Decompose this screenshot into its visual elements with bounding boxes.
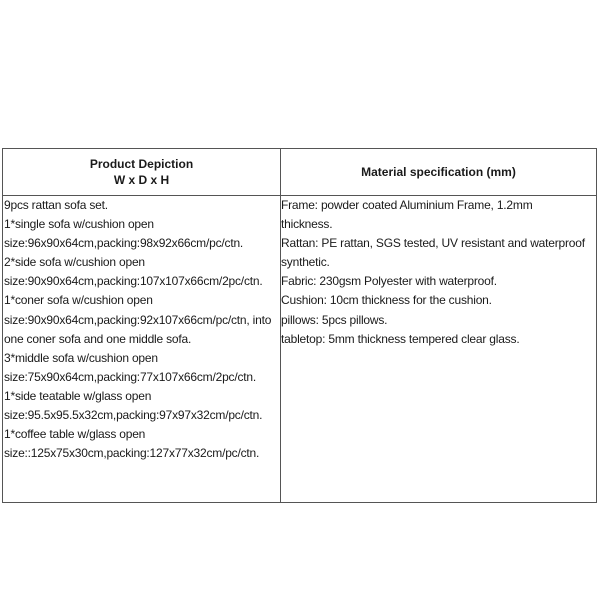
product-line: 9pcs rattan sofa set. [4,198,108,212]
product-line: 1*coffee table w/glass open [4,427,146,442]
product-line: size::125x75x30cm,packing:127x77x32cm/pc/ctn. [4,446,260,461]
product-depiction-header [3,149,281,196]
product-line: 3*middle sofa w/cushion open [4,350,158,365]
table-body-row [3,196,597,503]
product-line: 1*side teatable w/glass open [4,388,152,403]
product-line: size:90x90x64cm,packing:92x107x66cm/pc/ctn, into [4,312,272,327]
material-line: pillows: 5pcs pillows. [281,312,388,327]
product-depiction-title: Product Depiction [89,157,194,171]
material-line: Rattan: PE rattan, SGS tested, UV resistant and waterproof [281,236,585,251]
product-spec-table [2,148,597,503]
product-line: 2*side sofa w/cushion open [4,255,145,270]
material-specification-cell [281,196,597,503]
table-header-row [3,149,597,196]
product-dimensions-label: W x D x H [113,173,170,187]
material-line: Fabric: 230gsm Polyester with waterproof. [281,274,497,289]
material-line: thickness. [281,217,333,232]
product-description-cell [3,196,281,503]
material-line: synthetic. [281,255,330,270]
product-line: size:90x90x64cm,packing:107x107x66cm/2pc/ctn. [4,274,263,289]
product-line: size:96x90x64cm,packing:98x92x66cm/pc/ctn. [4,236,244,251]
material-line: Frame: powder coated Aluminium Frame, 1.2mm [281,198,533,212]
product-line: one coner sofa and one middle sofa. [4,331,192,346]
product-line: size:75x90x64cm,packing:77x107x66cm/2pc/ctn. [4,369,257,384]
product-line: 1*coner sofa w/cushion open [4,293,153,308]
material-specification-header [281,149,597,196]
material-line: tabletop: 5mm thickness tempered clear glass. [281,331,520,346]
material-line: Cushion: 10cm thickness for the cushion. [281,293,492,308]
product-line: size:95.5x95.5x32cm,packing:97x97x32cm/pc/ctn. [4,408,263,423]
product-line: 1*single sofa w/cushion open [4,217,154,232]
material-specification-title: Material specification (mm) [361,165,516,179]
